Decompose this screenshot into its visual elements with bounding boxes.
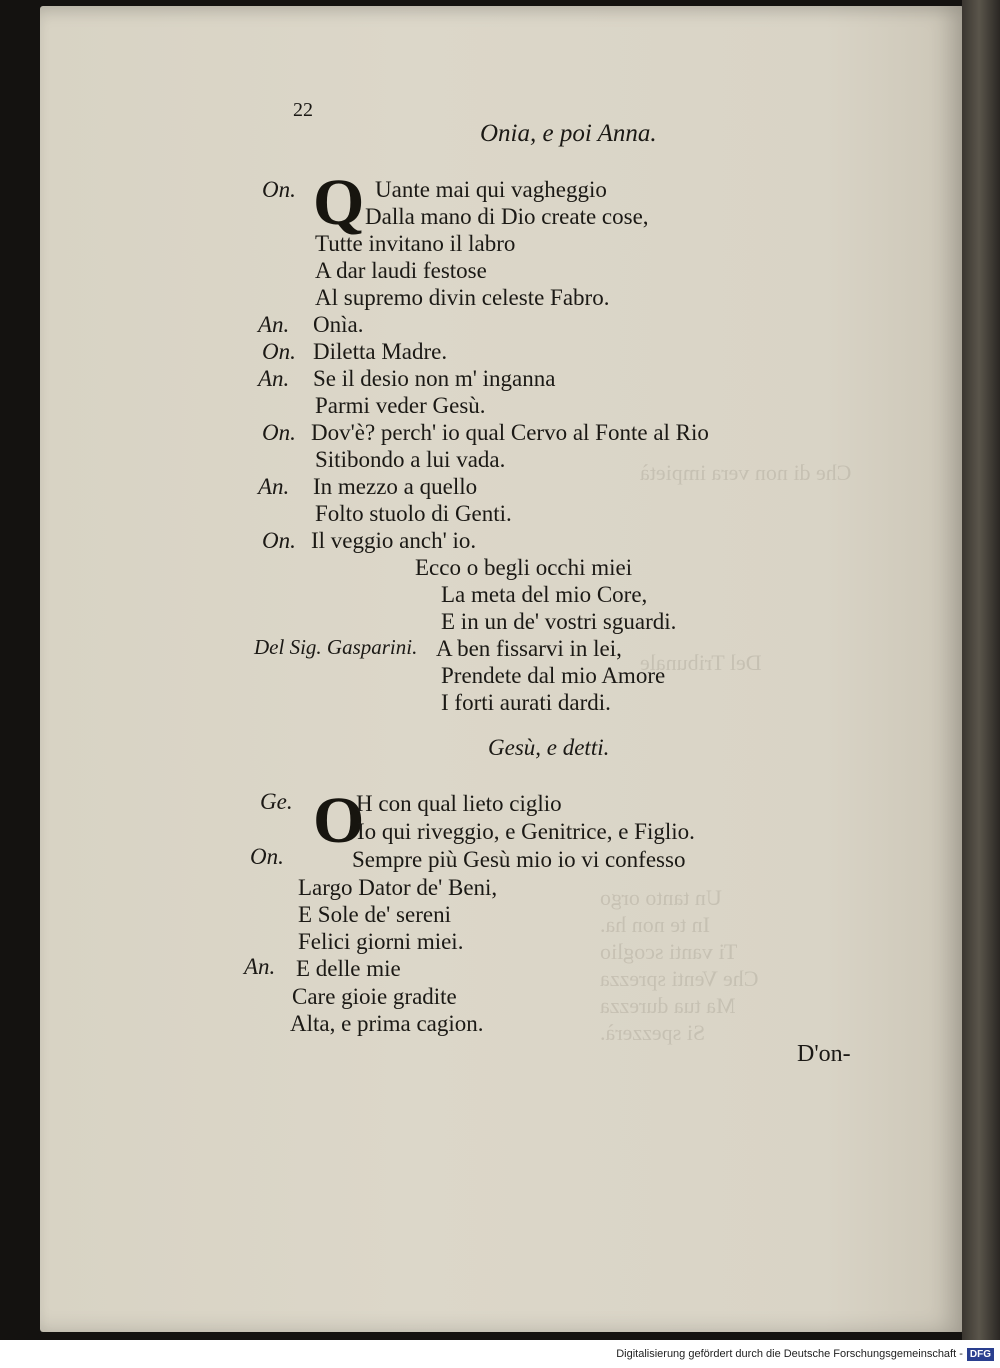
- speaker-label: On.: [262, 528, 296, 553]
- scene-heading-2: Gesù, e detti.: [488, 735, 610, 760]
- page-number: 22: [293, 99, 313, 121]
- verse-line: La meta del mio Core,: [441, 582, 648, 607]
- verse-line: Tutte invitano il labro: [315, 231, 516, 256]
- verse-line: Folto stuolo di Genti.: [315, 501, 512, 526]
- speaker-label: On.: [250, 844, 284, 869]
- catchword: D'on-: [797, 1041, 851, 1067]
- speaker-label: An.: [258, 312, 290, 337]
- verse-line: Felici giorni miei.: [298, 929, 464, 954]
- verse-line: Onìa.: [313, 312, 364, 337]
- speaker-label: An.: [258, 366, 290, 391]
- digitization-footer: [0, 1340, 1000, 1368]
- drop-cap-initial-2: O: [313, 784, 365, 857]
- verse-line: Alta, e prima cagion.: [290, 1011, 484, 1036]
- scene-heading-1: Onia, e poi Anna.: [480, 120, 657, 147]
- verse-line: A ben fissarvi in lei,: [436, 636, 622, 661]
- speaker-label: On.: [262, 420, 296, 445]
- speaker-label: On.: [262, 177, 296, 202]
- verse-line: Parmi veder Gesù.: [315, 393, 486, 418]
- verse-line: Ecco o begli occhi miei: [415, 555, 633, 580]
- verse-line: Dov'è? perch' io qual Cervo al Fonte al Rio: [311, 420, 709, 445]
- verse-line: Prendete dal mio Amore: [441, 663, 666, 688]
- composer-credit: Del Sig. Gasparini.: [254, 635, 418, 659]
- verse-line: A dar laudi festose: [315, 258, 487, 283]
- verse-line: I forti aurati dardi.: [441, 690, 611, 715]
- verse-line: H con qual lieto ciglio: [356, 791, 562, 816]
- speaker-label: An.: [258, 474, 290, 499]
- drop-cap-initial-1: Q: [313, 166, 365, 239]
- verse-line: Io qui riveggio, e Genitrice, e Figlio.: [357, 819, 695, 844]
- verse-line: Sempre più Gesù mio io vi confesso: [352, 847, 686, 872]
- verse-line: Care gioie gradite: [292, 984, 457, 1009]
- dfg-logo: DFG: [967, 1348, 994, 1361]
- verse-line: In mezzo a quello: [313, 474, 478, 499]
- verse-line: Se il desio non m' inganna: [313, 366, 556, 391]
- verse-line: E delle mie: [296, 956, 401, 981]
- verse-line: E in un de' vostri sguardi.: [441, 609, 677, 634]
- verse-line: Uante mai qui vagheggio: [375, 177, 607, 202]
- speaker-label: Ge.: [260, 789, 293, 814]
- verse-line: Il veggio anch' io.: [311, 528, 477, 553]
- footer-credit: Digitalisierung gefördert durch die Deutsche Forschungsgemeinschaft -: [616, 1348, 963, 1360]
- verse-line: Al supremo divin celeste Fabro.: [315, 285, 610, 310]
- verse-line: Largo Dator de' Beni,: [298, 875, 498, 900]
- verse-line: E Sole de' sereni: [298, 902, 451, 927]
- verse-line: Diletta Madre.: [313, 339, 448, 364]
- speaker-label: On.: [262, 339, 296, 364]
- verse-line: Dalla mano di Dio create cose,: [365, 204, 649, 229]
- book-spine: [962, 0, 1000, 1340]
- verse-line: Sitibondo a lui vada.: [315, 447, 506, 472]
- speaker-label: An.: [244, 954, 276, 979]
